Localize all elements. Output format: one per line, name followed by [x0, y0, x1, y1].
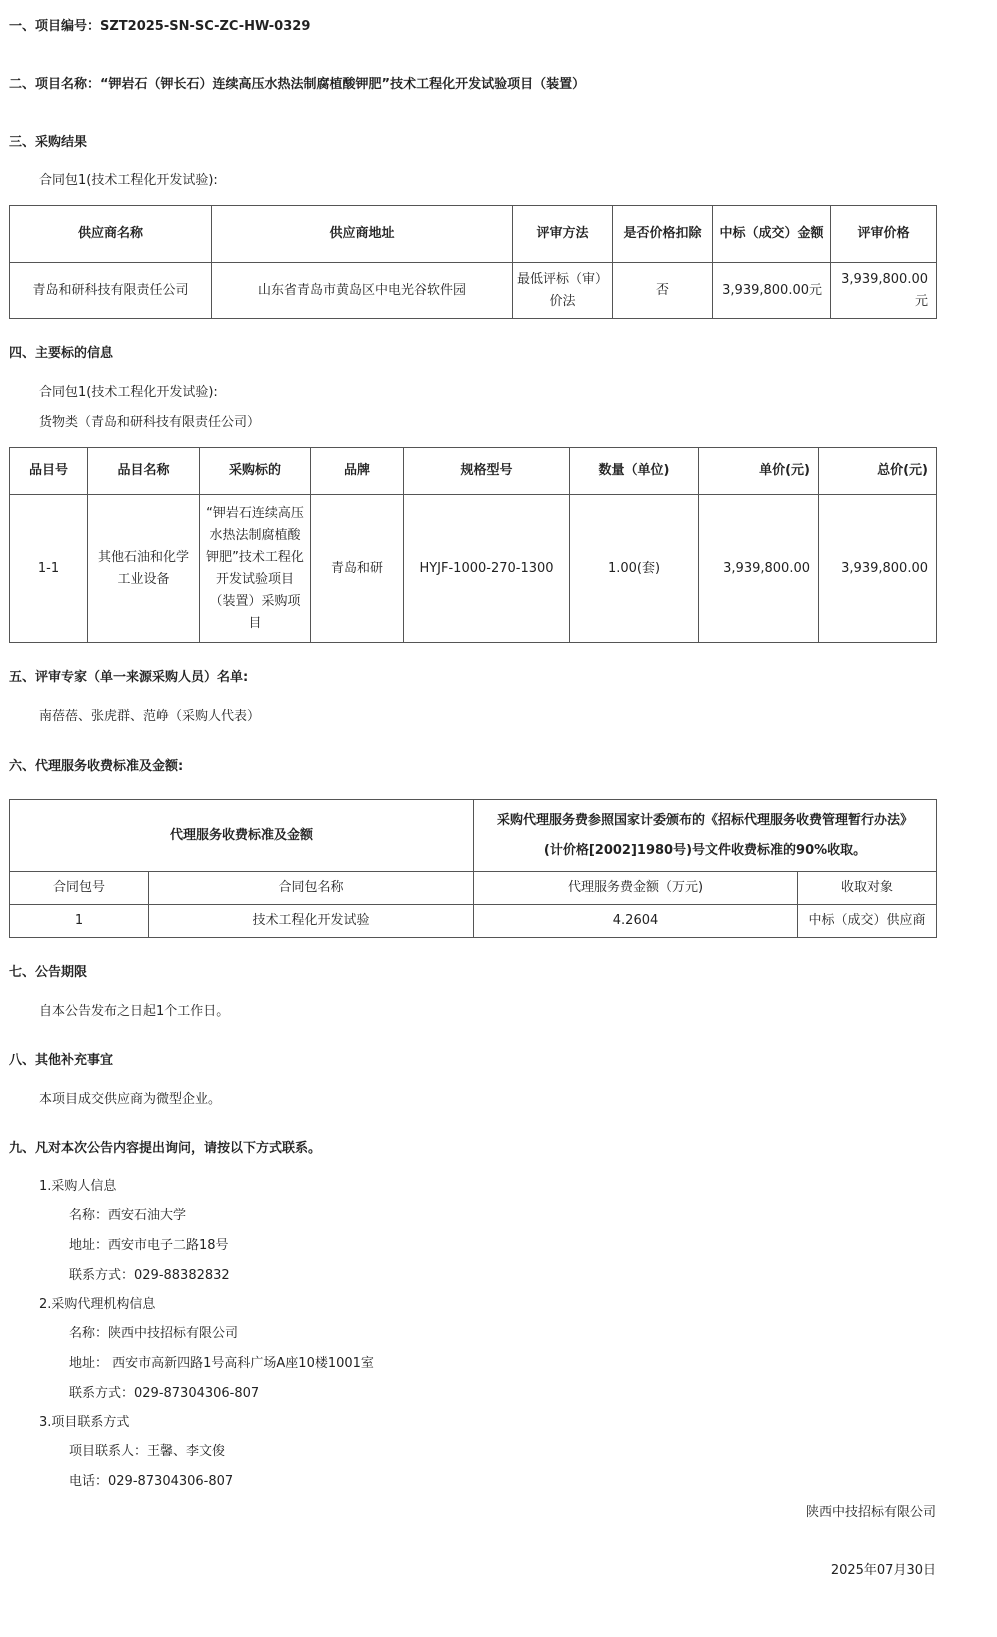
header-evaluation-method: 评审方法 [513, 206, 613, 263]
cell-package-name: 技术工程化开发试验 [149, 905, 474, 938]
project-number-value: SZT2025-SN-SC-ZC-HW-0329 [100, 19, 311, 34]
header-package-no: 合同包号 [10, 872, 149, 905]
table-header-row [10, 872, 937, 905]
project-name-label: 二、项目名称： [9, 77, 101, 92]
procurement-result-table [9, 205, 937, 319]
header-price-deduction: 是否价格扣除 [613, 206, 713, 263]
cell-total-price: 3,939,800.00 [819, 495, 937, 643]
cell-item-no: 1-1 [10, 495, 88, 643]
header-item-no: 品目号 [10, 448, 88, 495]
fee-standard-content [474, 800, 937, 872]
header-supplier-address: 供应商地址 [212, 206, 513, 263]
section-3-title: 三、采购结果 [9, 135, 88, 150]
section-8-title: 八、其他补充事宜 [9, 1053, 114, 1068]
cell-evaluated-price: 3,939,800.00元 [831, 263, 937, 319]
project-contact-phone: 电话：029-87304306-807 [69, 1474, 234, 1489]
section-8-content: 本项目成交供应商为微型企业。 [39, 1092, 222, 1107]
fee-standard-label: 代理服务收费标准及金额 [10, 800, 474, 872]
section-4-title: 四、主要标的信息 [9, 346, 114, 361]
agent-phone: 联系方式：029-87304306-807 [69, 1386, 260, 1401]
cell-evaluation-method: 最低评标（审）价法 [513, 263, 613, 319]
buyer-address: 地址：西安市电子二路18号 [69, 1238, 229, 1253]
cell-package-no: 1 [10, 905, 149, 938]
cell-supplier-name: 青岛和研科技有限责任公司 [10, 263, 212, 319]
cell-item-name: 其他石油和化学工业设备 [88, 495, 200, 643]
section-3-package: 合同包1(技术工程化开发试验): [39, 173, 218, 188]
project-name-line [9, 76, 585, 94]
cell-award-amount: 3,939,800.00元 [713, 263, 831, 319]
section-7-content: 自本公告发布之日起1个工作日。 [39, 1004, 230, 1019]
table-row [10, 495, 937, 643]
main-items-table [9, 447, 937, 643]
header-unit-price: 单价(元) [699, 448, 819, 495]
project-number-line [9, 18, 310, 36]
buyer-name: 名称：西安石油大学 [69, 1208, 187, 1223]
cell-unit-price: 3,939,800.00 [699, 495, 819, 643]
header-package-name: 合同包名称 [149, 872, 474, 905]
cell-spec-model: HYJF-1000-270-1300 [404, 495, 570, 643]
section-5-content: 南蓓蓓、张虎群、范峥（采购人代表） [39, 709, 261, 724]
fee-standard-line-2: (计价格[2002]1980号)号文件收费标准的90%收取。 [543, 842, 867, 858]
agency-fee-table [9, 799, 937, 938]
table-row [10, 263, 937, 319]
cell-fee-amount: 4.2604 [474, 905, 798, 938]
header-brand: 品牌 [311, 448, 404, 495]
footer-date: 2025年07月30日 [830, 1563, 936, 1578]
section-4-category: 货物类（青岛和研科技有限责任公司） [39, 415, 261, 430]
header-procurement-object: 采购标的 [200, 448, 311, 495]
header-spec-model: 规格型号 [404, 448, 570, 495]
project-contact-title: 3.项目联系方式 [39, 1415, 130, 1430]
project-contact-person: 项目联系人：王馨、李文俊 [69, 1444, 226, 1459]
buyer-info-title: 1.采购人信息 [39, 1179, 117, 1194]
section-4-package: 合同包1(技术工程化开发试验): [39, 385, 218, 400]
header-award-amount: 中标（成交）金额 [713, 206, 831, 263]
agent-info-title: 2.采购代理机构信息 [39, 1297, 156, 1312]
agent-name: 名称：陕西中技招标有限公司 [69, 1326, 239, 1341]
cell-quantity: 1.00(套) [570, 495, 699, 643]
cell-procurement-object: “钾岩石连续高压水热法制腐植酸钾肥”技术工程化开发试验项目（装置）采购项目 [200, 495, 311, 643]
project-number-label: 一、项目编号： [9, 19, 101, 34]
fee-standard-row [10, 800, 937, 872]
header-item-name: 品目名称 [88, 448, 200, 495]
table-header-row [10, 206, 937, 263]
section-9-title: 九、凡对本次公告内容提出询问，请按以下方式联系。 [9, 1141, 322, 1156]
table-row [10, 905, 937, 938]
section-7-title: 七、公告期限 [9, 965, 88, 980]
table-header-row [10, 448, 937, 495]
fee-standard-line-1: 采购代理服务费参照国家计委颁布的《招标代理服务收费管理暂行办法》 [497, 812, 914, 828]
buyer-phone: 联系方式：029-88382832 [69, 1268, 230, 1283]
header-fee-amount: 代理服务费金额（万元) [474, 872, 798, 905]
agent-address: 地址： 西安市高新四路1号高科广场A座10楼1001室 [69, 1356, 374, 1371]
header-quantity: 数量（单位) [570, 448, 699, 495]
section-5-title: 五、评审专家（单一来源采购人员）名单: [9, 670, 249, 685]
cell-price-deduction: 否 [613, 263, 713, 319]
footer-organization: 陕西中技招标有限公司 [805, 1505, 936, 1520]
header-total-price: 总价(元) [819, 448, 937, 495]
cell-charge-target: 中标（成交）供应商 [798, 905, 937, 938]
cell-brand: 青岛和研 [311, 495, 404, 643]
header-evaluated-price: 评审价格 [831, 206, 937, 263]
section-6-title: 六、代理服务收费标准及金额: [9, 759, 184, 774]
header-supplier-name: 供应商名称 [10, 206, 212, 263]
header-charge-target: 收取对象 [798, 872, 937, 905]
cell-supplier-address: 山东省青岛市黄岛区中电光谷软件园 [212, 263, 513, 319]
project-name-value: “钾岩石（钾长石）连续高压水热法制腐植酸钾肥”技术工程化开发试验项目（装置） [100, 77, 586, 92]
